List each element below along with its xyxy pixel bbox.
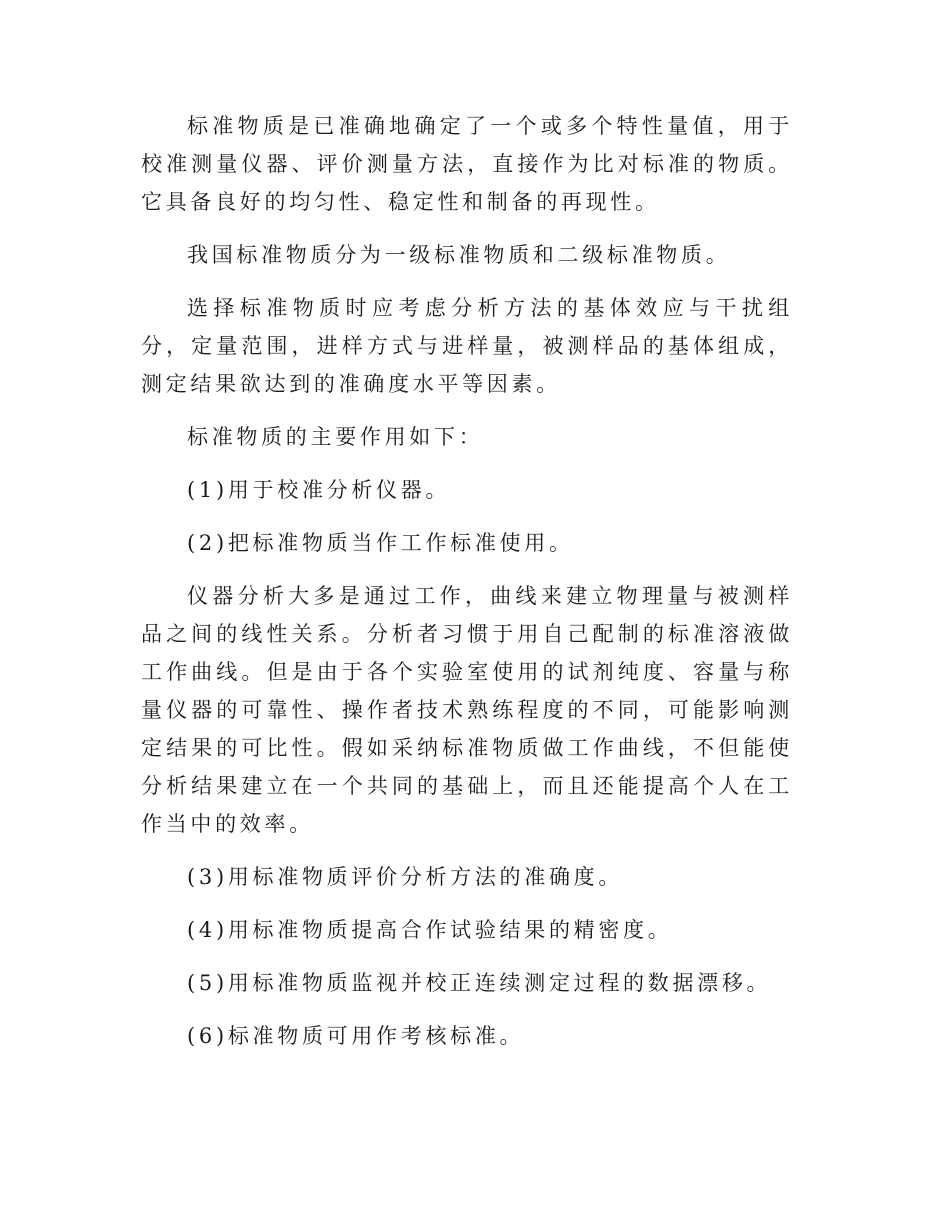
paragraph-working-curve: 仪器分析大多是通过工作，曲线来建立物理量与被测样品之间的线性关系。分析者习惯于用自己配制的标准溶液做工作曲线。但是由于各个实验室使用的试剂纯度、容量与称量仪器的可靠性、操作者技术熟练程度的不同，可能影响测定结果的可比性。假如采纳标准物质做工作曲线，不但能使分析结果建立在一个共同的基础上，而且还能提高个人在工作当中的效率。 [141, 584, 793, 836]
paragraph-selection: 选择标准物质时应考虑分析方法的基体效应与干扰组分，定量范围，进样方式与进样量，被测样品的基体组成，测定结果欲达到的准确度水平等因素。 [141, 296, 793, 396]
list-item-5: (5)用标准物质监视并校正连续测定过程的数据漂移。 [187, 971, 772, 995]
list-item-4: (4)用标准物质提高合作试验结果的精密度。 [187, 918, 673, 942]
paragraph-definition: 标准物质是已准确地确定了一个或多个特性量值，用于校准测量仪器、评价测量方法，直接作为比对标准的物质。它具备良好的均匀性、稳定性和制备的再现性。 [141, 114, 793, 214]
paragraph-functions-intro: 标准物质的主要作用如下： [187, 425, 484, 449]
paragraph-classification: 我国标准物质分为一级标准物质和二级标准物质。 [187, 243, 731, 267]
document-body [141, 107, 793, 1070]
list-item-1: (1)用于校准分析仪器。 [187, 478, 451, 502]
list-item-2: (2)把标准物质当作工作标准使用。 [187, 531, 574, 555]
list-item-3: (3)用标准物质评价分析方法的准确度。 [187, 865, 624, 889]
list-item-6: (6)标准物质可用作考核标准。 [187, 1024, 525, 1048]
